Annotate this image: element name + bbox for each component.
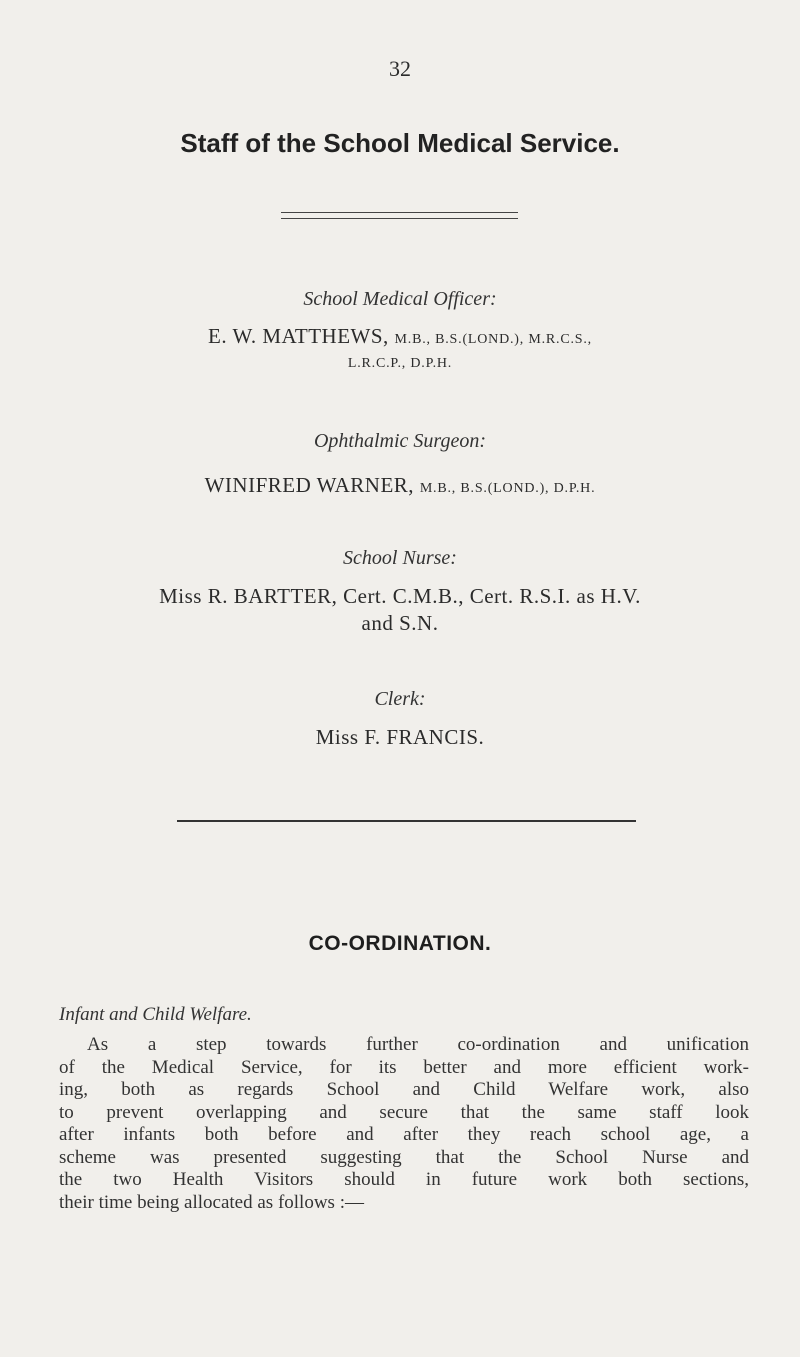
paragraph-line: after infants both before and after they reach school age, a [59, 1124, 749, 1145]
paragraph-line: their time being allocated as follows :— [59, 1191, 364, 1213]
clerk-name: Miss F. FRANCIS. [315, 725, 485, 749]
paragraph-line: the two Health Visitors should in future work both sections, [59, 1169, 749, 1190]
school-nurse-label: School Nurse: [343, 547, 457, 569]
title-divider [281, 212, 518, 219]
smo-qualifications-cont: L.R.C.P., D.P.H. [347, 356, 453, 371]
school-nurse-qualifications-cont: and S.N. [361, 611, 439, 635]
smo-qualifications: M.B., B.S.(LOND.), M.R.C.S., [394, 332, 592, 347]
school-medical-officer-label: School Medical Officer: [303, 288, 497, 310]
page-title: Staff of the School Medical Service. [180, 128, 620, 158]
ophthalmic-surgeon-label: Ophthalmic Surgeon: [313, 430, 486, 452]
ophthalmic-surgeon-name [0, 473, 800, 498]
surgeon-name-text: WINIFRED WARNER, [204, 473, 415, 497]
surgeon-qualifications: M.B., B.S.(LOND.), D.P.H. [419, 481, 596, 496]
school-nurse-name: Miss R. BARTTER, Cert. C.M.B., Cert. R.S.I. as H.V. [159, 584, 641, 608]
subsection-heading: Infant and Child Welfare. [59, 1004, 252, 1025]
section-divider [177, 820, 636, 822]
paragraph-line: As a step towards further co-ordination and unification [87, 1034, 749, 1055]
section-heading: CO-ORDINATION. [308, 932, 492, 955]
page-number: 32 [389, 56, 411, 81]
smo-name-text: E. W. MATTHEWS, [208, 324, 389, 348]
paragraph-line: ing, both as regards School and Child Welfare work, also [59, 1079, 749, 1100]
school-medical-officer-name [0, 324, 800, 349]
paragraph-line: of the Medical Service, for its better and more efficient work- [59, 1056, 749, 1078]
body-paragraph [59, 1034, 749, 1214]
clerk-label: Clerk: [374, 688, 426, 710]
paragraph-line: to prevent overlapping and secure that the same staff look [59, 1101, 749, 1123]
paragraph-line: scheme was presented suggesting that the School Nurse and [59, 1146, 749, 1168]
